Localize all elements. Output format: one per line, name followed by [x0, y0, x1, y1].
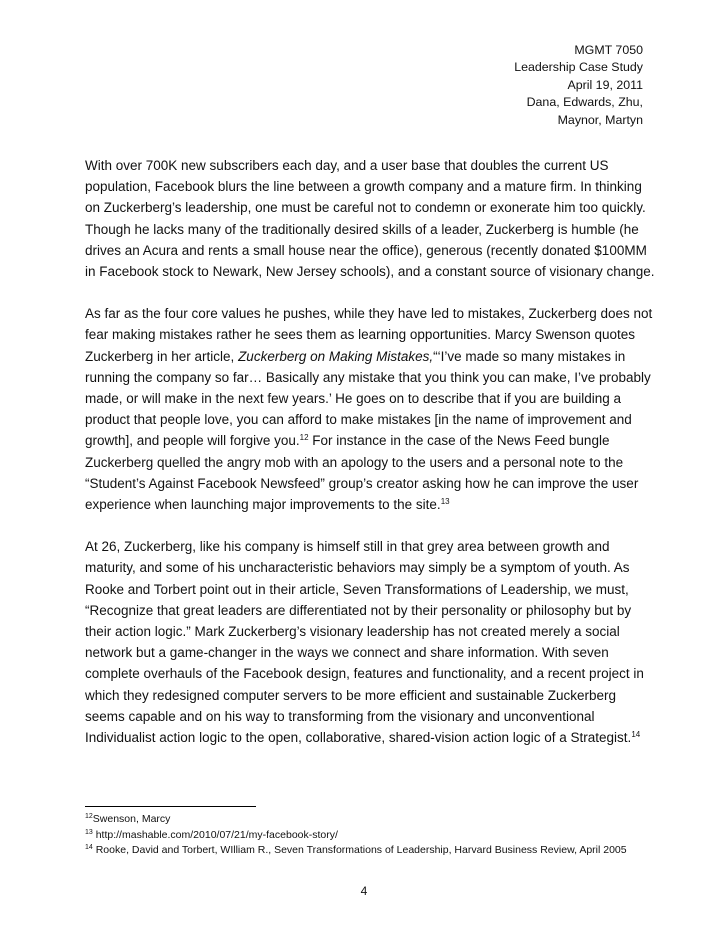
- text-line: running the company so far… Basically any mistake that you think you can make, I’ve probably: [85, 369, 651, 385]
- footnote-number: 12: [85, 813, 93, 820]
- footnote-text: Rooke, David and Torbert, WIlliam R., Seven Transformations of Leadership, Harvard Business Review, April 2005: [92, 844, 627, 856]
- text-line: Zuckerberg quelled the angry mob with an apology to the users and a personal note to the: [85, 454, 624, 470]
- text-line: With over 700K new subscribers each day, and a user base that doubles the current US: [85, 158, 609, 173]
- text-line: in Facebook stock to Newark, New Jersey schools), and a constant source of visionary change.: [85, 264, 655, 280]
- body-text: [85, 155, 660, 769]
- text-segment: growth], and people will forgive you.: [85, 433, 300, 449]
- text-line: made, or will make in the next few years.’ He goes on to describe that if you are building a: [85, 391, 622, 407]
- text-line: Rooke and Torbert point out in their article, Seven Transformations of Leadership, we must,: [85, 581, 629, 597]
- document-date: April 19, 2011: [567, 77, 643, 92]
- text-line: [85, 430, 660, 451]
- course-code: MGMT 7050: [574, 43, 643, 57]
- footnotes: [85, 812, 627, 859]
- footnote-link[interactable]: http://mashable.com/2010/07/21/my-facebook-story/: [92, 828, 338, 841]
- text-line: [85, 494, 660, 515]
- text-line: fear making mistakes rather he sees them as learning opportunities. Marcy Swenson quotes: [85, 327, 636, 343]
- text-line: “Student’s Against Facebook Newsfeed” group’s creator asking how he can improve the user: [85, 475, 639, 491]
- text-line: product that people love, you can afford to make mistakes [in the name of improvement and: [85, 412, 632, 428]
- article-title: Zuckerberg on Making Mistakes,: [238, 348, 434, 364]
- text-line: maturity, and some of his uncharacteristic behaviors may simply be a symptom of youth. As: [85, 560, 630, 576]
- authors-line-1: Dana, Edwards, Zhu,: [526, 95, 643, 110]
- text-line: At 26, Zuckerberg, like his company is himself still in that grey area between growth and: [85, 539, 610, 555]
- document-type: Leadership Case Study: [514, 60, 643, 75]
- paragraph-maturity: [85, 536, 660, 748]
- text-segment: experience when launching major improvements to the site.: [85, 497, 441, 513]
- text-line: As far as the four core values he pushes, while they have led to mistakes, Zuckerberg does not: [85, 306, 653, 322]
- footnote-ref-13: 13: [440, 497, 450, 507]
- text-line: population, Facebook blurs the line between a growth company and a mature firm. In thinking: [85, 179, 642, 195]
- document-header: [514, 42, 643, 129]
- text-segment: Individualist action logic to the open, collaborative, shared-vision action logic of a Strategist.: [85, 730, 632, 746]
- text-segment: For instance in the case of the News Feed bungle: [308, 433, 610, 449]
- footnote-number: 14: [85, 844, 93, 851]
- text-segment: “‘I’ve made so many mistakes in: [433, 348, 626, 364]
- text-line: network but a game-changer in the ways we connect and share information. With seven: [85, 645, 609, 661]
- text-segment: Zuckerberg in her article,: [85, 348, 239, 364]
- footnote-ref-12: 12: [299, 433, 309, 443]
- page-number: 4: [360, 884, 368, 898]
- footnote-14: [85, 843, 627, 859]
- text-line: which they redesigned computer servers to be more efficient and sustainable Zuckerberg: [85, 687, 617, 703]
- footnote-text: Swenson, Marcy: [92, 813, 171, 825]
- text-line: seems capable and on his way to transforming from the visionary and unconventional: [85, 708, 595, 724]
- text-line: [85, 346, 660, 367]
- footnote-ref-14: 14: [631, 730, 641, 740]
- text-line: [85, 727, 660, 748]
- footnote-13: [85, 828, 627, 844]
- paragraph-core-values: [85, 303, 660, 515]
- text-line: Though he lacks many of the traditionally desired skills of a leader, Zuckerberg is humble (he: [85, 221, 639, 237]
- text-line: their action logic.” Mark Zuckerberg’s visionary leadership has not created merely a social: [85, 624, 620, 640]
- text-line: “Recognize that great leaders are differentiated not by their personality or philosophy but by: [85, 602, 632, 618]
- footnote-separator: [85, 806, 256, 807]
- text-line: on Zuckerberg’s leadership, one must be careful not to condemn or exonerate him too quickly.: [85, 200, 646, 216]
- paragraph-intro: [85, 155, 660, 282]
- footnote-number: 13: [85, 828, 93, 836]
- text-line: complete overhauls of the Facebook design, features and functionality, and a recent project in: [85, 666, 644, 682]
- authors-line-2: Maynor, Martyn: [557, 112, 643, 127]
- text-line: drives an Acura and rents a small house near the office), generous (recently donated $100MM: [85, 242, 647, 258]
- footnote-12: [85, 812, 627, 828]
